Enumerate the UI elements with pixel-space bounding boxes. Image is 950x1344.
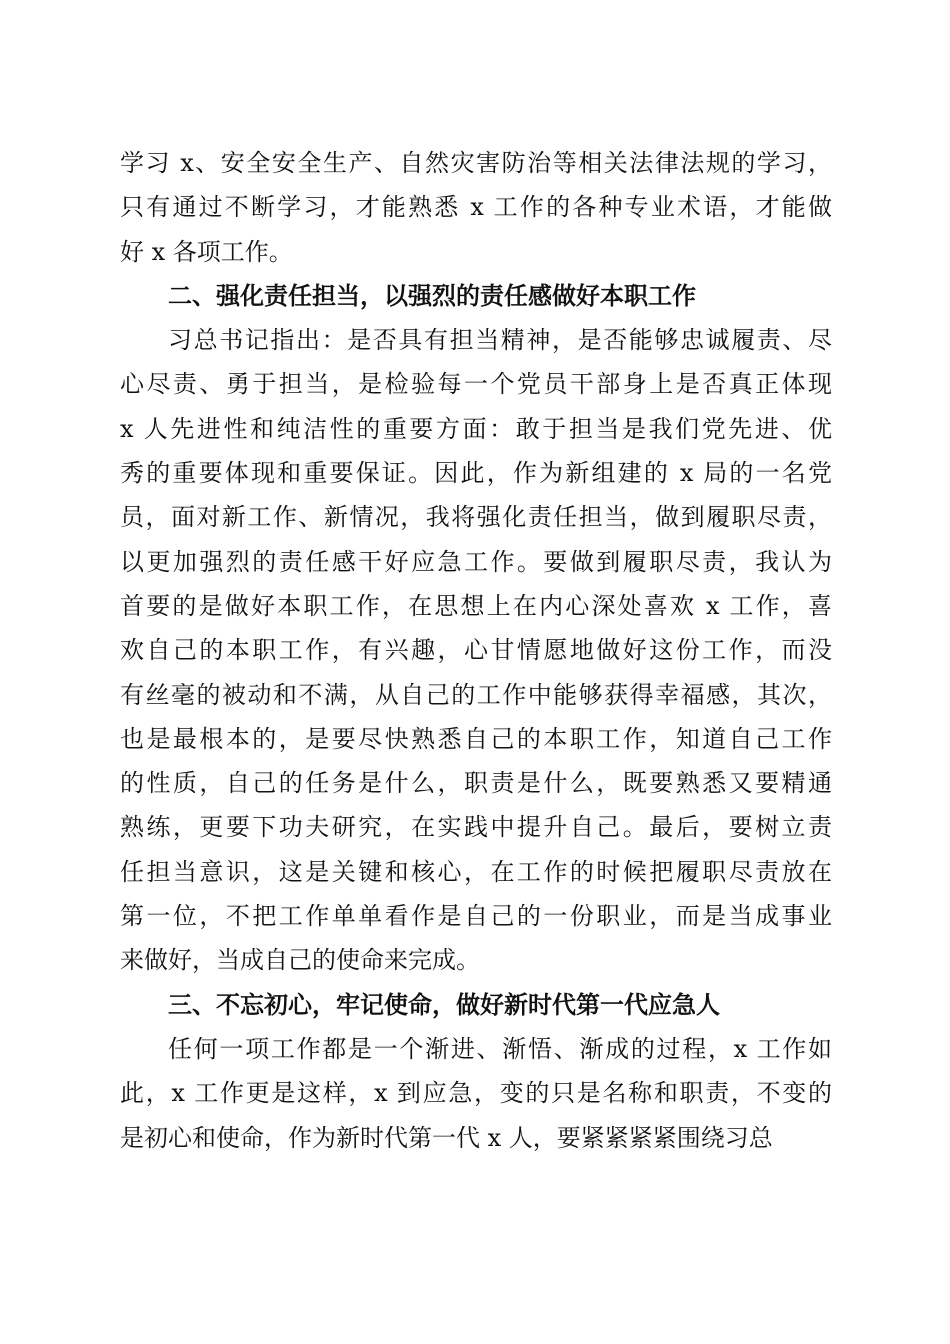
text-line: 员，面对新工作、新情况，我将强化责任担当，做到履职尽责， <box>120 503 832 532</box>
body-paragraph <box>120 318 832 982</box>
text-line: 三、不忘初心，牢记使命，做好新时代第一代应急人 <box>168 990 720 1019</box>
text-line: 欢自己的本职工作，有兴趣，心甘情愿地做好这份工作，而没 <box>120 636 832 665</box>
text-line: 是初心和使命，作为新时代第一代 x 人，要紧紧紧紧围绕习总 <box>120 1123 773 1152</box>
section-heading <box>120 274 832 318</box>
text-line: 第一位，不把工作单单看作是自己的一份职业，而是当成事业 <box>120 902 832 931</box>
text-line: 的性质，自己的任务是什么，职责是什么，既要熟悉又要精通 <box>120 769 832 798</box>
text-line: 好 x 各项工作。 <box>120 237 293 266</box>
text-line: 此，x 工作更是这样，x 到应急，变的只是名称和职责，不变的 <box>120 1079 832 1108</box>
text-line: 只有通过不断学习，才能熟悉 x 工作的各种专业术语，才能做 <box>120 193 832 222</box>
body-paragraph <box>120 141 832 274</box>
document-body <box>120 141 832 1160</box>
section-heading <box>120 983 832 1027</box>
text-line: 也是最根本的，是要尽快熟悉自己的本职工作，知道自己工作 <box>120 724 832 753</box>
text-line: 有丝毫的被动和不满，从自己的工作中能够获得幸福感，其次， <box>120 680 832 709</box>
text-line: 熟练，更要下功夫研究，在实践中提升自己。最后，要树立责 <box>120 813 832 842</box>
text-line: 学习 x、安全安全生产、自然灾害防治等相关法律法规的学习， <box>120 149 832 177</box>
text-line: 首要的是做好本职工作，在思想上在内心深处喜欢 x 工作，喜 <box>120 591 832 620</box>
text-line: 习总书记指出：是否具有担当精神，是否能够忠诚履责、尽 <box>168 326 832 355</box>
text-line: 任担当意识，这是关键和核心，在工作的时候把履职尽责放在 <box>120 857 832 886</box>
text-line: 心尽责、勇于担当，是检验每一个党员干部身上是否真正体现 <box>120 370 832 399</box>
text-line: 秀的重要体现和重要保证。因此，作为新组建的 x 局的一名党 <box>120 459 832 488</box>
text-line: 以更加强烈的责任感干好应急工作。要做到履职尽责，我认为 <box>120 547 832 576</box>
text-line: 二、强化责任担当，以强烈的责任感做好本职工作 <box>168 281 696 310</box>
text-line: 来做好，当成自己的使命来完成。 <box>120 946 480 975</box>
body-paragraph <box>120 1027 832 1160</box>
text-line: x 人先进性和纯洁性的重要方面：敢于担当是我们党先进、优 <box>120 414 832 443</box>
text-line: 任何一项工作都是一个渐进、渐悟、渐成的过程，x 工作如 <box>168 1034 832 1063</box>
